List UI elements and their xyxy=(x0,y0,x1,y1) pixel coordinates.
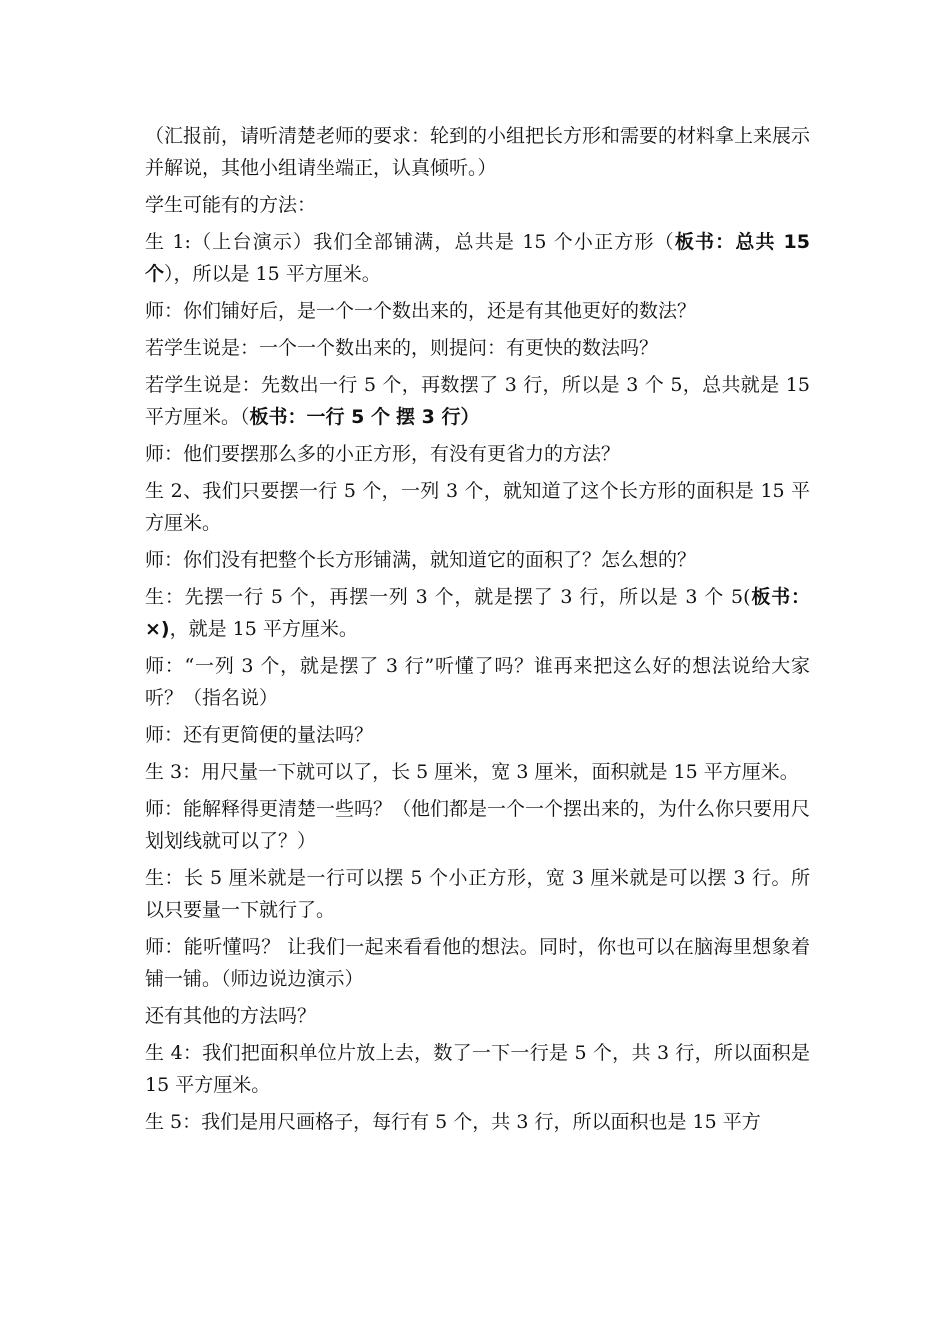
document-page xyxy=(145,120,810,1143)
paragraph-p19 xyxy=(145,1106,810,1138)
paragraph-p17 xyxy=(145,1000,810,1032)
paragraph-text: 师：能解释得更清楚一些吗？（他们都是一个一个摆出来的，为什么你只要用尺划划线就可以了？） xyxy=(145,798,811,852)
paragraph-p10 xyxy=(145,581,810,645)
paragraph-p1 xyxy=(145,120,810,184)
board-note-text: 板书：×) xyxy=(145,586,810,640)
paragraph-p11 xyxy=(145,650,810,714)
paragraph-text: 师：他们要摆那么多的小正方形，有没有更省力的方法？ xyxy=(145,443,621,465)
paragraph-text: 生 2、我们只要摆一行 5 个，一列 3 个，就知道了这个长方形的面积是 15 平方厘米。 xyxy=(145,480,810,534)
paragraph-text: 生 4：我们把面积单位片放上去，数了一下一行是 5 个，共 3 行，所以面积是 15 平方厘米。 xyxy=(145,1042,810,1096)
paragraph-text: 师：你们没有把整个长方形铺满，就知道它的面积了？怎么想的？ xyxy=(145,549,697,571)
paragraph-text: 师：能听懂吗？ 让我们一起来看看他的想法。同时，你也可以在脑海里想象着铺一铺。（师边说边演示） xyxy=(145,936,810,990)
paragraph-text: 师：“一列 3 个，就是摆了 3 行”听懂了吗？谁再来把这么好的想法说给大家听？（指名说） xyxy=(145,655,810,709)
paragraph-text: 若学生说是：一个一个数出来的，则提问：有更快的数法吗？ xyxy=(145,337,659,359)
paragraph-p9 xyxy=(145,544,810,576)
paragraph-p14 xyxy=(145,793,810,857)
paragraph-p2 xyxy=(145,189,810,221)
paragraph-text: ），所以是 15 平方厘米。 xyxy=(164,263,381,285)
paragraph-text: 师：还有更简便的量法吗？ xyxy=(145,724,374,746)
paragraph-p12 xyxy=(145,719,810,751)
paragraph-text: 生 5：我们是用尺画格子，每行有 5 个，共 3 行，所以面积也是 15 平方 xyxy=(145,1111,761,1133)
paragraph-text: （汇报前，请听清楚老师的要求：轮到的小组把长方形和需要的材料拿上来展示并解说，其他小组请坐端正，认真倾听。） xyxy=(145,125,811,179)
paragraph-text: 若学生说是：先数出一行 5 个，再数摆了 3 行，所以是 3 个 5，总共就是 15 平方厘米。（ xyxy=(145,374,810,428)
paragraph-p7 xyxy=(145,438,810,470)
paragraph-p8 xyxy=(145,475,810,539)
paragraph-p13 xyxy=(145,756,810,788)
paragraph-text: ，就是 15 平方厘米。 xyxy=(169,618,358,640)
paragraph-p16 xyxy=(145,931,810,995)
paragraph-p15 xyxy=(145,862,810,926)
paragraph-p18 xyxy=(145,1037,810,1101)
paragraph-text: 还有其他的方法吗？ xyxy=(145,1005,317,1027)
paragraph-p6 xyxy=(145,369,810,433)
board-note-text: 板书：一行 5 个 xyxy=(249,406,390,428)
paragraph-p3 xyxy=(145,226,810,290)
paragraph-text: 生：先摆一行 5 个，再摆一列 3 个，就是摆了 3 行，所以是 3 个 5( xyxy=(145,586,751,608)
board-note-text: 摆 3 行） xyxy=(396,406,480,428)
board-note-text: 板书：总共 15 个 xyxy=(145,231,810,285)
paragraph-text: 生：长 5 厘米就是一行可以摆 5 个小正方形，宽 3 厘米就是可以摆 3 行。所以只要量一下就行了。 xyxy=(145,867,810,921)
paragraph-p4 xyxy=(145,295,810,327)
paragraph-text: 师：你们铺好后，是一个一个数出来的，还是有其他更好的数法？ xyxy=(145,300,697,322)
paragraph-text: 学生可能有的方法： xyxy=(145,194,317,216)
paragraph-text: 生 3：用尺量一下就可以了，长 5 厘米，宽 3 厘米，面积就是 15 平方厘米。 xyxy=(145,761,799,783)
paragraph-p5 xyxy=(145,332,810,364)
paragraph-text: 生 1:（上台演示）我们全部铺满，总共是 15 个小正方形（ xyxy=(145,231,675,253)
